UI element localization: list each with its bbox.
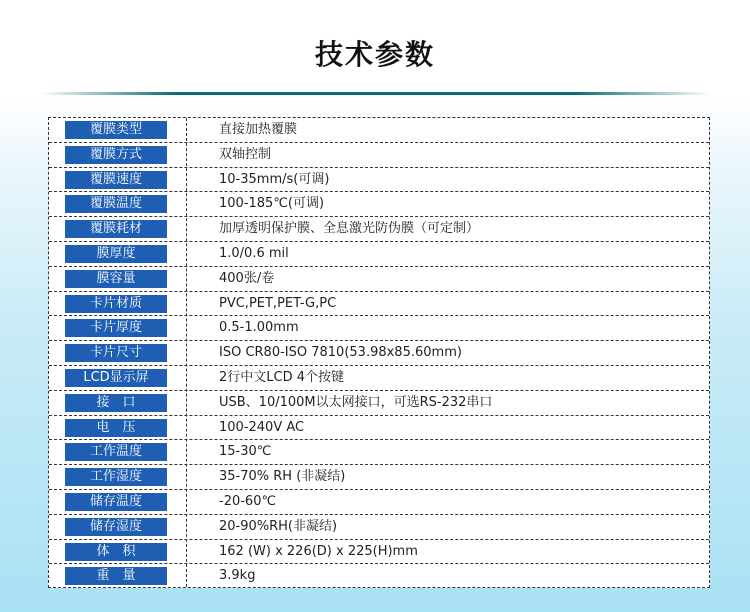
spec-value: 双轴控制 [219,146,272,162]
table-row [49,168,709,193]
table-row [49,192,709,217]
spec-value: -20-60℃ [219,494,277,509]
table-row [49,366,709,391]
table-row [49,416,709,441]
table-row [49,564,709,589]
spec-value: 162 (W) x 226(D) x 225(H)mm [219,543,418,559]
spec-label: 覆膜温度 [65,195,167,213]
spec-label: 工作温度 [65,443,167,461]
table-row [49,267,709,292]
spec-label: 储存温度 [65,493,167,511]
spec-table [48,117,710,588]
spec-value: 1.0/0.6 mil [219,246,289,261]
spec-value: 35-70% RH (非凝结) [219,469,346,485]
page-title: 技术参数 [314,38,435,71]
spec-label: 卡片尺寸 [65,344,167,362]
spec-label: 卡片厚度 [65,319,167,337]
spec-label: 电 压 [65,419,167,437]
spec-label: LCD显示屏 [65,369,167,387]
spec-value: 加厚透明保护膜、全息激光防伪膜（可定制） [219,221,480,237]
spec-label: 膜厚度 [65,245,167,263]
spec-value: 100-185℃(可调) [219,196,325,212]
spec-value: 3.9kg [219,568,256,584]
spec-label: 储存湿度 [65,518,167,536]
spec-value: 10-35mm/s(可调) [219,171,330,187]
title-divider [40,92,710,95]
table-row [49,490,709,515]
spec-value: 0.5-1.00mm [219,320,299,336]
spec-label: 体 积 [65,543,167,561]
table-row [49,143,709,168]
spec-value: 直接加热覆膜 [219,122,298,137]
table-row [49,217,709,242]
spec-label: 膜容量 [65,270,167,288]
table-row [49,515,709,540]
table-row [49,316,709,341]
spec-value: ISO CR80-ISO 7810(53.98x85.60mm) [219,345,462,361]
spec-label: 重 量 [65,567,167,585]
spec-label: 覆膜耗材 [65,220,167,238]
table-row [49,391,709,416]
spec-label: 接 口 [65,394,167,412]
spec-value: 100-240V AC [219,419,305,435]
spec-label: 卡片材质 [65,295,167,313]
table-row [49,118,709,143]
table-row [49,341,709,366]
spec-value: PVC,PET,PET-G,PC [219,295,337,311]
table-row [49,292,709,317]
table-row [49,242,709,267]
spec-label: 覆膜速度 [65,171,167,189]
spec-label: 工作湿度 [65,468,167,486]
spec-value: 15-30℃ [219,444,272,460]
spec-value: USB、10/100M以太网接口，可选RS-232串口 [219,394,493,410]
spec-value: 20-90%RH(非凝结) [219,518,338,534]
table-row [49,540,709,565]
table-row [49,440,709,465]
spec-label: 覆膜类型 [65,121,167,139]
spec-label: 覆膜方式 [65,146,167,164]
spec-value: 400张/卷 [219,270,275,286]
spec-value: 2行中文LCD 4个按键 [219,370,345,385]
table-row [49,465,709,490]
